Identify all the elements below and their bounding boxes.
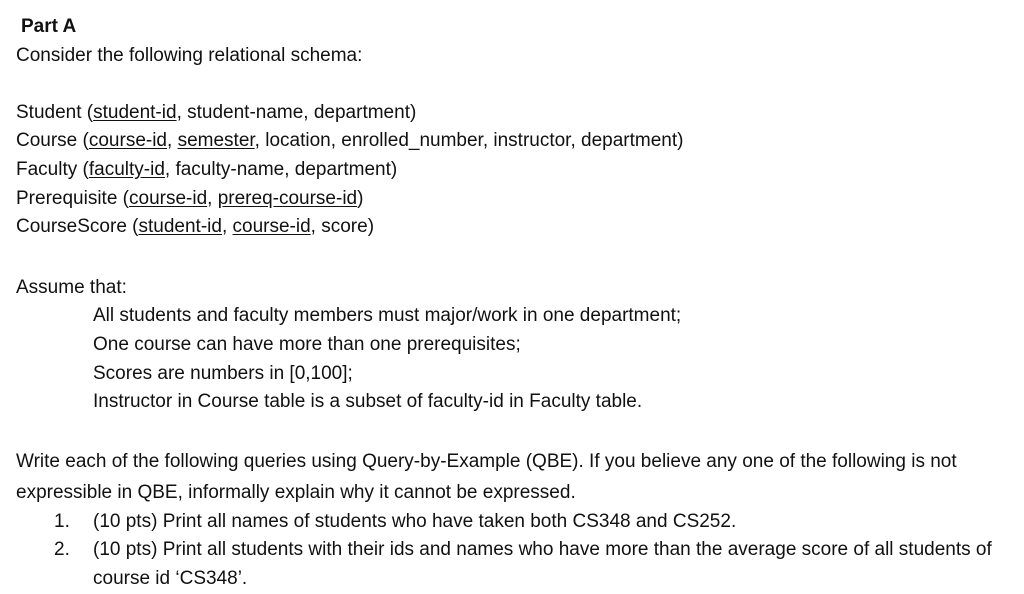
attribute-text: , faculty-name, department) (164, 158, 398, 180)
attribute-text: , (167, 130, 178, 152)
key-attribute: semester (177, 130, 255, 152)
intro-text: Consider the following relational schema: (16, 44, 363, 66)
key-attribute: student-id (138, 216, 222, 238)
attribute-text: , student-name, department) (176, 101, 417, 123)
assumption-item: Instructor in Course table is a subset of faculty-id in Faculty table. (93, 391, 643, 413)
query-number: 1. (54, 510, 70, 532)
key-attribute: course-id (232, 216, 311, 238)
attribute-text: ( (117, 187, 129, 209)
schema-line-prerequisite (16, 185, 1016, 214)
part-title: Part A (21, 16, 77, 37)
relation-name: Prerequisite (16, 187, 118, 209)
attribute-text: ) (357, 187, 364, 209)
key-attribute: course-id (88, 130, 168, 152)
key-attribute: faculty-id (88, 158, 165, 180)
instructions-text: Write each of the following queries using Query-by-Example (QBE). If you believe any one of the following is not expressible in QBE, informally explain why it cannot be expressed. (16, 450, 957, 503)
document (16, 13, 1016, 594)
schema-line-student (16, 99, 1016, 128)
attribute-text: ( (77, 158, 89, 180)
schema-list (16, 99, 1016, 242)
key-attribute: student-id (93, 101, 177, 123)
query-text: (10 pts) Print all names of students who have taken both CS348 and CS252. (93, 510, 737, 532)
relation-name: CourseScore (16, 216, 127, 238)
assumption-item: Scores are numbers in [0,100]; (93, 362, 353, 384)
relation-name: Course (16, 130, 78, 152)
key-attribute: prereq-course-id (217, 187, 358, 209)
schema-line-course (16, 127, 1016, 156)
query-item (16, 536, 1016, 593)
attribute-text: ( (81, 101, 94, 123)
assumption-list (16, 302, 1016, 416)
attribute-text: , score) (310, 216, 375, 238)
attribute-text: ( (77, 130, 89, 152)
schema-line-coursescore (16, 213, 1016, 242)
key-attribute: course-id (129, 187, 208, 209)
assume-heading: Assume that: (16, 276, 127, 298)
attribute-text: , (221, 216, 233, 238)
query-text: (10 pts) Print all students with their ids and names who have more than the average score of all students of course id ‘CS348’. (93, 539, 992, 589)
query-item (16, 508, 1016, 537)
attribute-text: ( (126, 216, 139, 238)
assumption-item: All students and faculty members must major/work in one department; (93, 305, 682, 327)
relation-name: Student (16, 101, 82, 123)
query-list (16, 508, 1016, 594)
schema-line-faculty (16, 156, 1016, 185)
query-number: 2. (54, 539, 70, 561)
attribute-text: , location, enrolled_number, instructor, department) (254, 130, 684, 152)
assumption-item: One course can have more than one prerequisites; (93, 333, 521, 355)
relation-name: Faculty (16, 158, 78, 180)
attribute-text: , (207, 187, 218, 209)
